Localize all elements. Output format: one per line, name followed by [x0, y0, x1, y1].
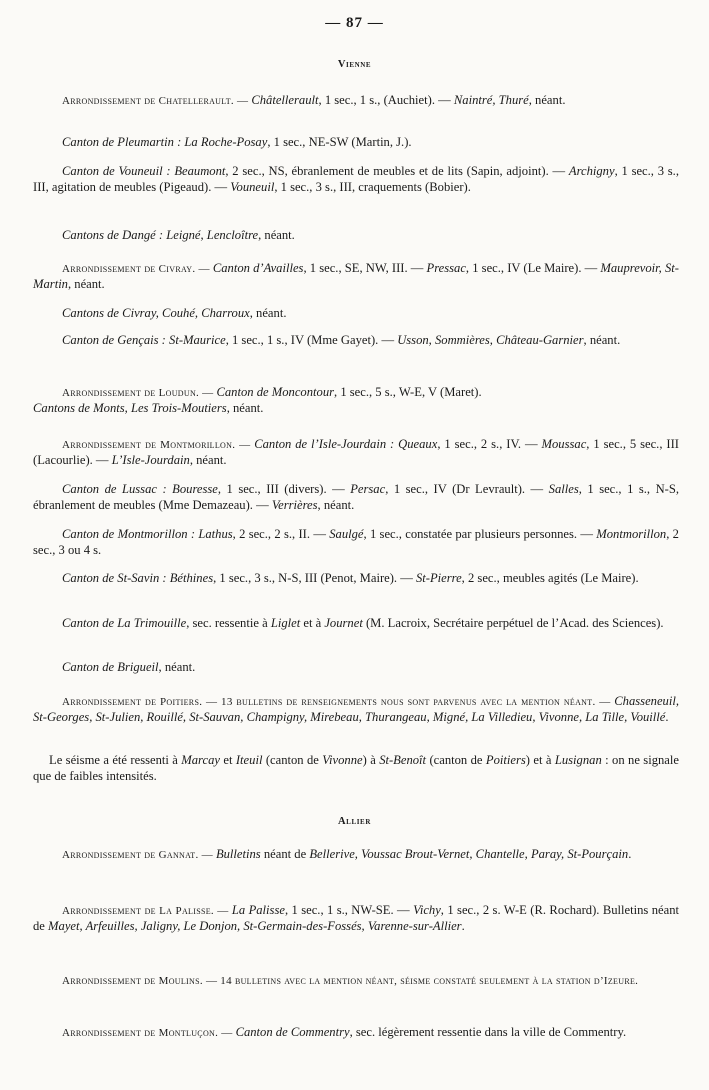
paragraph-civray: Arrondissement de Civray. — Canton d’Availles, 1 sec., SE, NW, III. — Pressac, 1 sec., IV (Le Maire). — Mauprevoir, St-Martin, néant. — [33, 261, 679, 291]
paragraph-gencais: Canton de Gençais : St-Maurice, 1 sec., 1 s., IV (Mme Gayet). — Usson, Sommières, Château-Garnier, néant. — [62, 333, 621, 347]
paragraph-pleumartin: Canton de Pleumartin : La Roche-Posay, 1 sec., NE-SW (Martin, J.). — [62, 135, 412, 149]
section-heading-vienne: Vienne — [337, 59, 372, 70]
paragraph-vouneuil: Canton de Vouneuil : Beaumont, 2 sec., NS, ébranlement de meubles et de lits (Sapin, adjoint). — Archigny, 1 sec., 3 s., III, agitation de meubles (Pigeaud). — Vouneuil, 1 sec., 3 s., III, craquements (Bobier). — [33, 164, 679, 194]
paragraph-la-palisse: Arrondissement de La Palisse. — La Palisse, 1 sec., 1 s., NW-SE. — Vichy, 1 sec., 2 s. W-E (R. Rochard). Bulletins néant de Mayet, Arfeuilles, Jaligny, Le Donjon, St-Germain-des-Fossés, Varenne-sur-Allier. — [33, 903, 679, 933]
paragraph-poitiers: Arrondissement de Poitiers. — 13 bulletins de renseignements nous sont parvenus avec la mention néant. — Chasseneuil, St-Georges, St-Julien, Rouillé, St-Sauvan, Champigny, Mirebeau, Thurangeau, Migné, La Villedieu, Vivonne, La Tille, Vouillé. — [33, 694, 679, 724]
paragraph-st-savin: Canton de St-Savin : Béthines, 1 sec., 3 s., N-S, III (Penot, Maire). — St-Pierre, 2 sec., meubles agités (Le Maire). — [62, 571, 639, 585]
paragraph-la-trimouille: Canton de La Trimouille, sec. ressentie à Liglet et à Journet (M. Lacroix, Secrétaire perpétuel de l’Acad. des Sciences). — [62, 616, 664, 630]
paragraph-montlucon: Arrondissement de Montluçon. — Canton de Commentry, sec. légèrement ressentie dans la ville de Commentry. — [62, 1025, 627, 1039]
paragraph-montmorillon: Arrondissement de Montmorillon. — Canton de l’Isle-Jourdain : Queaux, 1 sec., 2 s., IV. — Moussac, 1 sec., 5 sec., III (Lacourlie). — L’Isle-Jourdain, néant. — [33, 437, 679, 467]
paragraph-brigueil: Canton de Brigueil, néant. — [62, 660, 196, 674]
paragraph-civray-cantons: Cantons de Civray, Couhé, Charroux, néant. — [62, 306, 287, 320]
page-number: — 87 — — [325, 15, 384, 31]
paragraph-lussac: Canton de Lussac : Bouresse, 1 sec., III (divers). — Persac, 1 sec., IV (Dr Levrault). — Salles, 1 sec., 1 s., N-S, ébranlement de meubles (Mme Demazeau). — Verrières, néant. — [33, 482, 680, 512]
paragraph-montmorillon-canton: Canton de Montmorillon : Lathus, 2 sec., 2 s., II. — Saulgé, 1 sec., constatée par plusieurs personnes. — Montmorillon, 2 sec., 3 ou 4 s. — [33, 527, 679, 557]
section-heading-allier: Allier — [338, 816, 371, 827]
paragraph-gannat: Arrondissement de Gannat. — Bulletins néant de Bellerive, Voussac Brout-Vernet, Chantelle, Paray, St-Pourçain. — [62, 847, 632, 861]
paragraph-moulins: Arrondissement de Moulins. — 14 bulletins avec la mention néant, séisme constaté seulement à la station d’Izeure. — [62, 975, 639, 987]
paragraph-chatellerault: Arrondissement de Chatellerault. — Châtellerault, 1 sec., 1 s., (Auchiet). — Naintré, Thuré, néant. — [62, 93, 566, 107]
paragraph-poitiers-seisme: Le séisme a été ressenti à Marcay et Iteuil (canton de Vivonne) à St-Benoît (canton de Poitiers) et à Lusignan : on ne signale que de faibles intensités. — [33, 753, 679, 783]
paragraph-dange: Cantons de Dangé : Leigné, Lencloître, néant. — [62, 228, 295, 242]
paragraph-loudun: Arrondissement de Loudun. — Canton de Moncontour, 1 sec., 5 s., W-E, V (Maret). Cantons de Monts, Les Trois-Moutiers, néant. — [33, 385, 482, 415]
